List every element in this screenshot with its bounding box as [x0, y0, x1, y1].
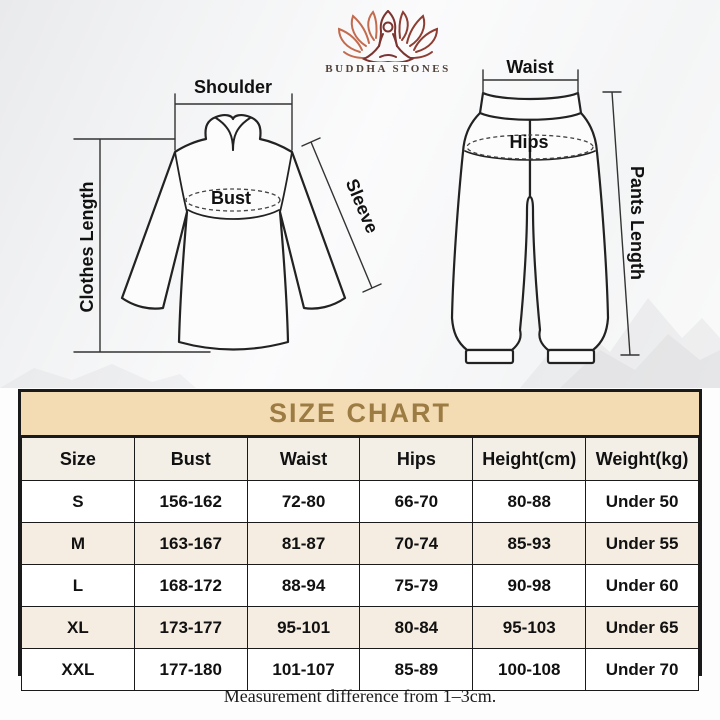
blouse-drawing	[122, 115, 345, 349]
cell: 72-80	[247, 481, 360, 523]
clothes-length-label: Clothes Length	[76, 181, 97, 313]
col-hips: Hips	[360, 438, 473, 481]
hips-label: Hips	[509, 131, 549, 152]
cell: 177-180	[134, 649, 247, 691]
cell: 90-98	[473, 565, 586, 607]
shoulder-label: Shoulder	[193, 76, 272, 97]
cell: 85-93	[473, 523, 586, 565]
cell: Under 60	[586, 565, 699, 607]
cell: M	[22, 523, 135, 565]
col-size: Size	[22, 438, 135, 481]
cell: 81-87	[247, 523, 360, 565]
cell: 95-101	[247, 607, 360, 649]
cell: 101-107	[247, 649, 360, 691]
measurement-note: Measurement difference from 1–3cm.	[223, 686, 497, 706]
col-waist: Waist	[247, 438, 360, 481]
size-row-xxl	[22, 649, 699, 691]
cell: Under 50	[586, 481, 699, 523]
size-row-l	[22, 565, 699, 607]
cell: 156-162	[134, 481, 247, 523]
bust-label: Bust	[211, 187, 251, 208]
cell: 75-79	[360, 565, 473, 607]
col-weight: Weight(kg)	[586, 438, 699, 481]
lotus-meditation-icon	[336, 8, 440, 62]
size-row-s	[22, 481, 699, 523]
pants-length-label: Pants Length	[627, 165, 648, 280]
cell: 163-167	[134, 523, 247, 565]
cell: Under 70	[586, 649, 699, 691]
cell: 173-177	[134, 607, 247, 649]
waist-label: Waist	[506, 56, 554, 77]
cell: S	[22, 481, 135, 523]
size-row-xl	[22, 607, 699, 649]
mountain-watermark-icon	[0, 298, 720, 388]
cell: Under 65	[586, 607, 699, 649]
cell: 80-84	[360, 607, 473, 649]
cell: XXL	[22, 649, 135, 691]
brand-name: BUDDHA STONES	[325, 63, 451, 75]
cell: 66-70	[360, 481, 473, 523]
pants-drawing	[452, 93, 608, 363]
size-table-grid	[21, 437, 699, 691]
cell: L	[22, 565, 135, 607]
cell: 168-172	[134, 565, 247, 607]
cell: 100-108	[473, 649, 586, 691]
cell: 70-74	[360, 523, 473, 565]
cell: 88-94	[247, 565, 360, 607]
cell: 85-89	[360, 649, 473, 691]
header-row	[22, 438, 699, 481]
cell: 80-88	[473, 481, 586, 523]
cell: 95-103	[473, 607, 586, 649]
brand-logo	[308, 8, 468, 75]
cell: XL	[22, 607, 135, 649]
sleeve-label: Sleeve	[342, 175, 383, 236]
cell: Under 55	[586, 523, 699, 565]
size-chart-table	[18, 389, 702, 679]
size-chart-title: SIZE CHART	[21, 392, 699, 437]
col-bust: Bust	[134, 438, 247, 481]
col-height: Height(cm)	[473, 438, 586, 481]
size-row-m	[22, 523, 699, 565]
